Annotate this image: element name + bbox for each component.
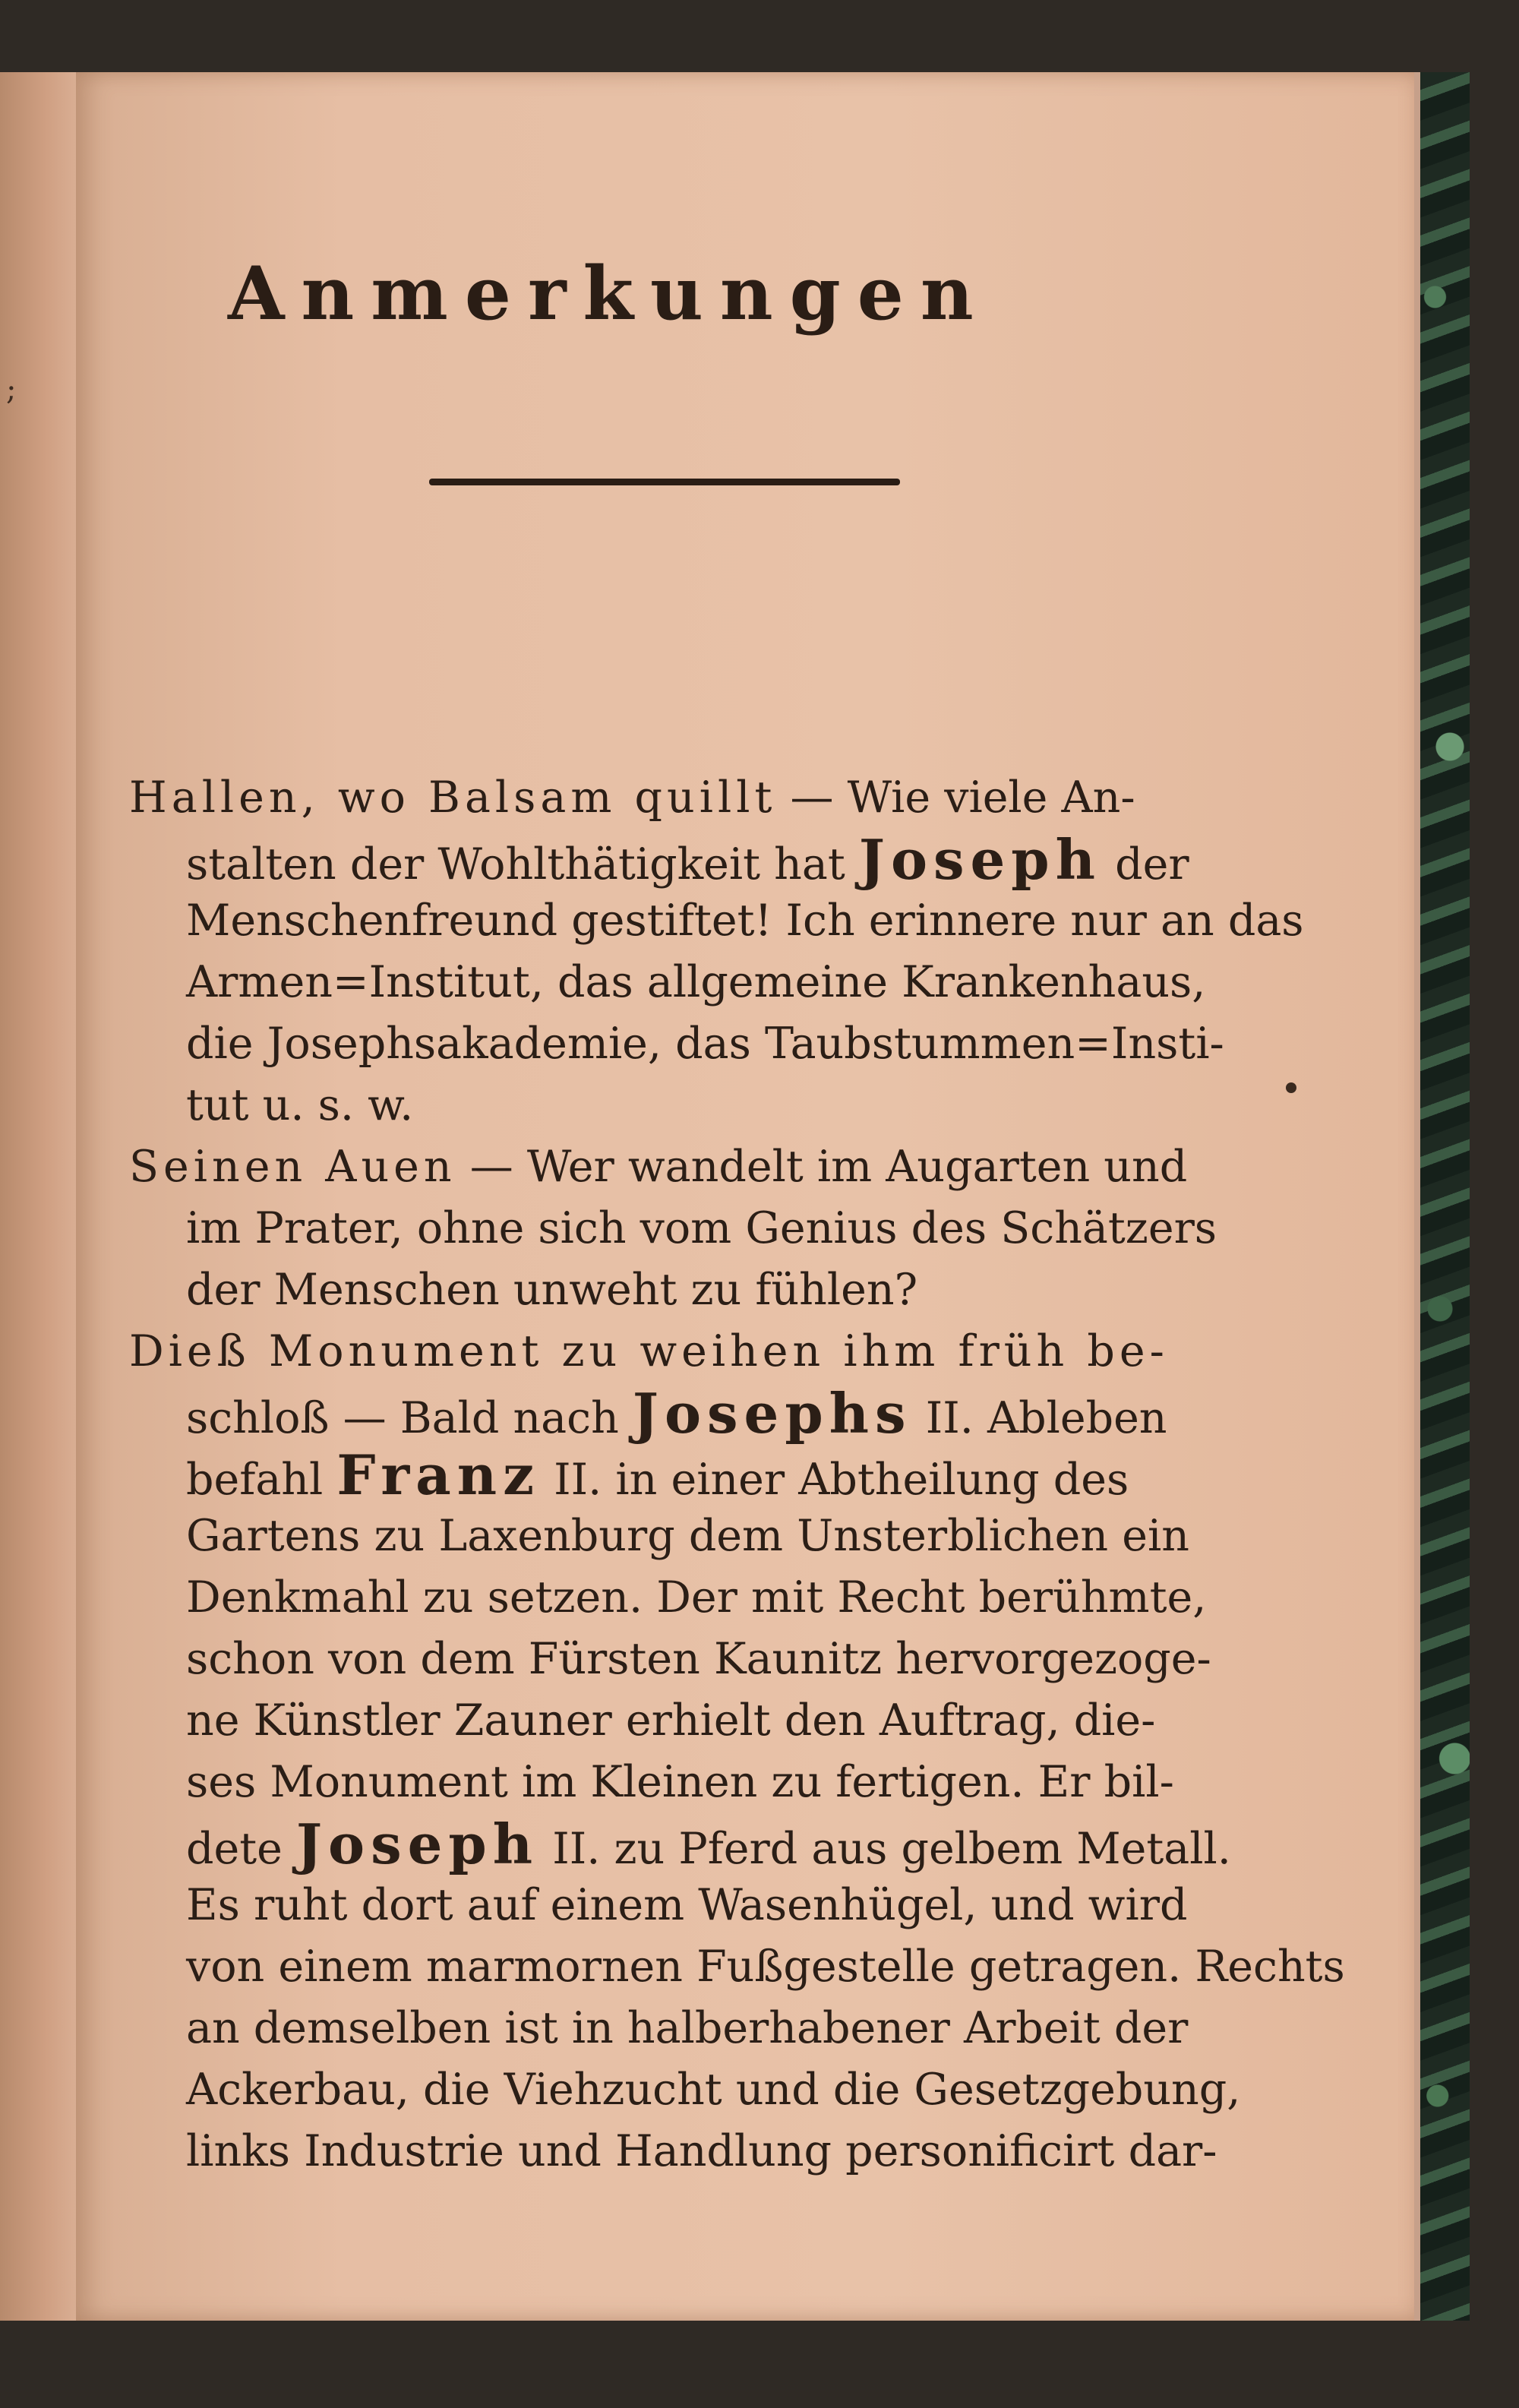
text-line: Es ruht dort auf einem Wasenhügel, und wird (186, 1880, 1188, 1930)
text-line: Menschenfreund gestiftet! Ich erinnere nur an das (186, 896, 1304, 946)
lemma: Seinen Auen (129, 1142, 456, 1192)
line-text: II. zu Pferd aus gelbem Metall. (538, 1824, 1231, 1874)
text-line: der Menschen unweht zu fühlen? (186, 1265, 918, 1315)
text-line (129, 1136, 1223, 1198)
line-text: befahl (186, 1455, 337, 1505)
title-rule (429, 479, 900, 485)
text-line: schon von dem Fürsten Kaunitz hervorgezoge- (186, 1634, 1211, 1684)
text-line: ne Künstler Zauner erhielt den Auftrag, die- (186, 1695, 1156, 1746)
lemma: Dieß Monument zu weihen ihm früh be- (129, 1326, 1169, 1376)
marbled-cover (1420, 72, 1470, 2321)
text-line (129, 829, 1223, 890)
person-name: Joseph (295, 1812, 539, 1876)
text-line: an demselben ist in halberhabener Arbeit der (186, 2003, 1189, 2053)
line-text: schloß — Bald nach (186, 1393, 633, 1443)
page-title: Anmerkungen (228, 251, 990, 337)
line-text: dete (186, 1824, 296, 1874)
text-line (129, 1444, 1223, 1506)
line-text: II. Ableben (911, 1393, 1167, 1443)
line-text: stalten der Wohlthätigkeit hat (186, 839, 859, 890)
text-line: tut u. s. w. (186, 1080, 414, 1130)
text-line: von einem marmornen Fußgestelle getragen. Rechts (186, 1942, 1345, 1992)
text-line: ses Monument im Kleinen zu fertigen. Er bil- (186, 1757, 1174, 1807)
line-text: — Wie viele An- (776, 773, 1135, 823)
text-line: Denkmahl zu setzen. Der mit Recht berühmte, (186, 1572, 1207, 1623)
text-line: Ackerbau, die Viehzucht und die Gesetzgebung, (186, 2065, 1241, 2115)
text-line (129, 767, 1223, 829)
annotation-body (129, 767, 1345, 2182)
text-line: im Prater, ohne sich vom Genius des Schätzers (186, 1203, 1217, 1253)
text-line: die Josephsakademie, das Taubstummen=Insti- (186, 1019, 1224, 1069)
text-line: Gartens zu Laxenburg dem Unsterblichen ein (186, 1511, 1189, 1561)
text-line: Armen=Institut, das allgemeine Krankenhaus, (186, 957, 1206, 1007)
facing-page-mark: ; (6, 372, 17, 407)
text-line (129, 1812, 1231, 1876)
text-line (129, 1383, 1223, 1444)
text-line (129, 1321, 1223, 1383)
line-text: der (1101, 839, 1189, 890)
person-name: Franz (336, 1443, 541, 1507)
person-name: Josephs (632, 1381, 912, 1446)
line-text: — Wer wandelt im Augarten und (456, 1142, 1188, 1192)
lemma: Hallen, wo Balsam quillt (129, 773, 777, 823)
facing-page-edge (0, 72, 78, 2321)
ink-dot (1286, 1082, 1296, 1093)
person-name: Joseph (858, 827, 1101, 892)
line-text: II. in einer Abtheilung des (540, 1455, 1129, 1505)
text-line: links Industrie und Handlung personificirt dar- (186, 2126, 1217, 2176)
